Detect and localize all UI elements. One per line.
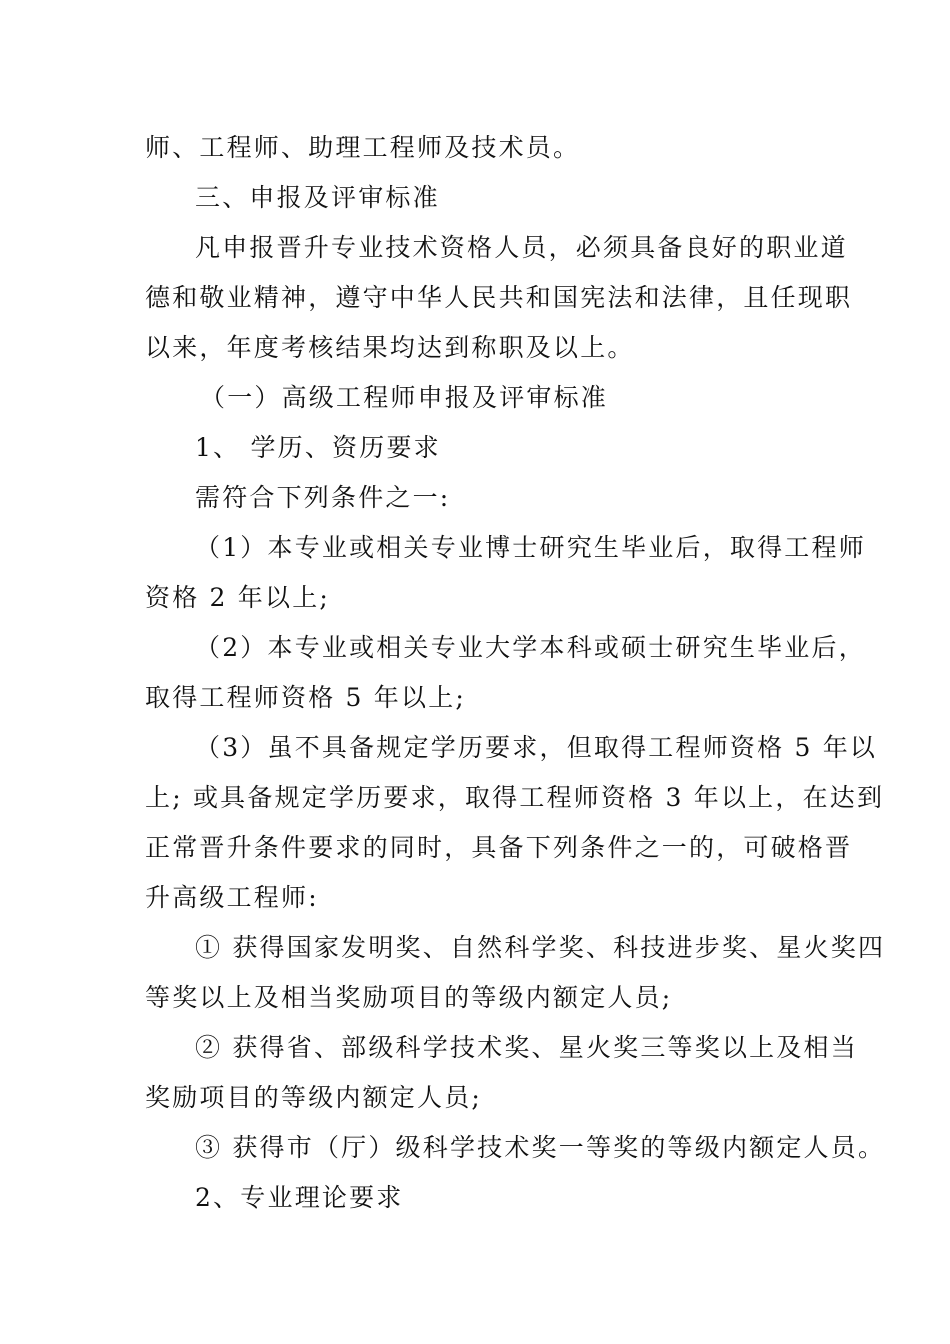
subsection-heading: （一）高级工程师申报及评审标准 bbox=[200, 383, 609, 412]
list-item: ③ 获得市（厅）级科学技术奖一等奖的等级内额定人员。 bbox=[195, 1133, 886, 1162]
text-line: 以来，年度考核结果均达到称职及以上。 bbox=[145, 333, 635, 362]
text-line: 升高级工程师: bbox=[145, 883, 319, 912]
list-item: ② 获得省、部级科学技术奖、星火奖三等奖以上及相当 bbox=[195, 1033, 858, 1062]
text-line: 需符合下列条件之一: bbox=[195, 483, 451, 512]
text-line: 资格 2 年以上; bbox=[145, 583, 331, 612]
item-heading: 2、专业理论要求 bbox=[195, 1183, 404, 1212]
section-heading: 三、申报及评审标准 bbox=[195, 183, 440, 212]
item-heading: 1、 学历、资历要求 bbox=[195, 433, 441, 462]
text-line: 上; 或具备规定学历要求，取得工程师资格 3 年以上，在达到 bbox=[145, 783, 885, 812]
text-line: 师、工程师、助理工程师及技术员。 bbox=[145, 133, 581, 162]
list-item: （1）本专业或相关专业博士研究生毕业后，取得工程师 bbox=[195, 533, 866, 562]
text-line: 正常晋升条件要求的同时，具备下列条件之一的，可破格晋 bbox=[145, 833, 853, 862]
text-line: 德和敬业精神，遵守中华人民共和国宪法和法律，且任现职 bbox=[145, 283, 853, 312]
text-line: 取得工程师资格 5 年以上; bbox=[145, 683, 467, 712]
list-item: （3）虽不具备规定学历要求，但取得工程师资格 5 年以 bbox=[195, 733, 878, 762]
document-body bbox=[145, 123, 886, 1223]
list-item: ① 获得国家发明奖、自然科学奖、科技进步奖、星火奖四 bbox=[195, 933, 886, 962]
text-line: 奖励项目的等级内额定人员; bbox=[145, 1083, 483, 1112]
text-line: 等奖以上及相当奖励项目的等级内额定人员; bbox=[145, 983, 673, 1012]
list-item: （2）本专业或相关专业大学本科或硕士研究生毕业后， bbox=[195, 633, 866, 662]
text-line: 凡申报晋升专业技术资格人员，必须具备良好的职业道 bbox=[195, 233, 848, 262]
